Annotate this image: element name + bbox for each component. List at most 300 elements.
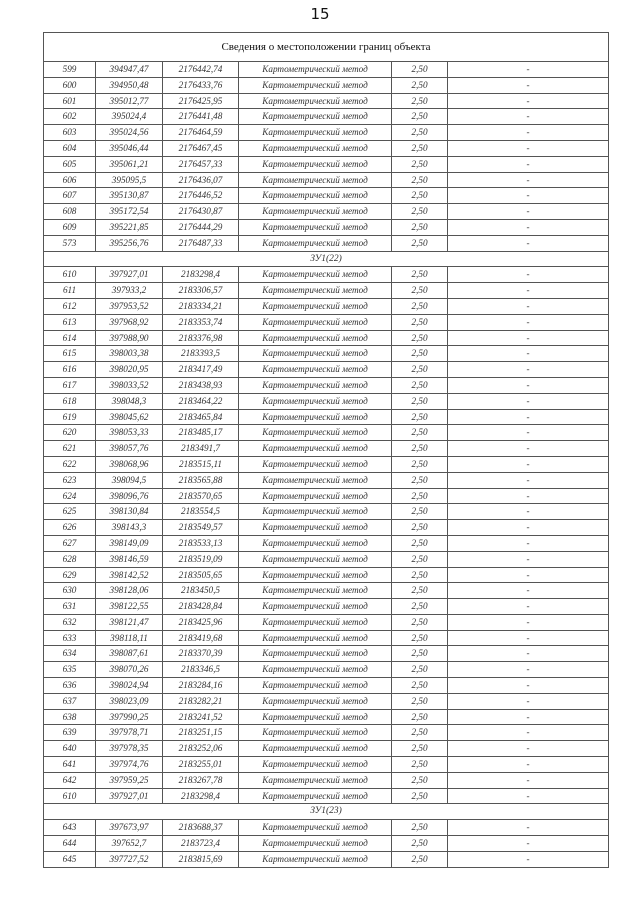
table-row <box>44 267 609 283</box>
x-coordinate-cell: 398023,09 <box>96 693 163 709</box>
accuracy-cell: 2,50 <box>392 472 448 488</box>
description-cell: - <box>448 757 609 773</box>
accuracy-cell: 2,50 <box>392 456 448 472</box>
description-cell: - <box>448 599 609 615</box>
point-number-cell: 644 <box>44 836 96 852</box>
y-coordinate-cell: 2183464,22 <box>163 393 239 409</box>
method-cell: Картометрический метод <box>239 757 392 773</box>
description-cell: - <box>448 520 609 536</box>
table-row <box>44 156 609 172</box>
point-number-cell: 623 <box>44 472 96 488</box>
method-cell: Картометрический метод <box>239 314 392 330</box>
table-body <box>44 33 609 868</box>
y-coordinate-cell: 2183306,57 <box>163 283 239 299</box>
method-cell: Картометрический метод <box>239 204 392 220</box>
x-coordinate-cell: 398045,62 <box>96 409 163 425</box>
section-label: ЗУ1(22) <box>44 251 609 267</box>
point-number-cell: 608 <box>44 204 96 220</box>
y-coordinate-cell: 2183376,98 <box>163 330 239 346</box>
description-cell: - <box>448 441 609 457</box>
accuracy-cell: 2,50 <box>392 851 448 867</box>
method-cell: Картометрический метод <box>239 77 392 93</box>
accuracy-cell: 2,50 <box>392 725 448 741</box>
method-cell: Картометрический метод <box>239 156 392 172</box>
point-number-cell: 618 <box>44 393 96 409</box>
accuracy-cell: 2,50 <box>392 362 448 378</box>
y-coordinate-cell: 2183549,57 <box>163 520 239 536</box>
point-number-cell: 612 <box>44 298 96 314</box>
y-coordinate-cell: 2183565,88 <box>163 472 239 488</box>
x-coordinate-cell: 397953,52 <box>96 298 163 314</box>
accuracy-cell: 2,50 <box>392 409 448 425</box>
y-coordinate-cell: 2183255,01 <box>163 757 239 773</box>
accuracy-cell: 2,50 <box>392 346 448 362</box>
y-coordinate-cell: 2183465,84 <box>163 409 239 425</box>
table-row <box>44 678 609 694</box>
point-number-cell: 626 <box>44 520 96 536</box>
point-number-cell: 622 <box>44 456 96 472</box>
accuracy-cell: 2,50 <box>392 330 448 346</box>
point-number-cell: 600 <box>44 77 96 93</box>
x-coordinate-cell: 394947,47 <box>96 62 163 78</box>
method-cell: Картометрический метод <box>239 520 392 536</box>
description-cell: - <box>448 409 609 425</box>
x-coordinate-cell: 398057,76 <box>96 441 163 457</box>
point-number-cell: 610 <box>44 267 96 283</box>
method-cell: Картометрический метод <box>239 772 392 788</box>
y-coordinate-cell: 2176444,29 <box>163 219 239 235</box>
x-coordinate-cell: 397968,92 <box>96 314 163 330</box>
accuracy-cell: 2,50 <box>392 567 448 583</box>
x-coordinate-cell: 398130,84 <box>96 504 163 520</box>
point-number-cell: 633 <box>44 630 96 646</box>
table-row <box>44 93 609 109</box>
table-row <box>44 488 609 504</box>
y-coordinate-cell: 2176446,52 <box>163 188 239 204</box>
accuracy-cell: 2,50 <box>392 204 448 220</box>
accuracy-cell: 2,50 <box>392 709 448 725</box>
y-coordinate-cell: 2183428,84 <box>163 599 239 615</box>
table-row <box>44 836 609 852</box>
x-coordinate-cell: 397978,71 <box>96 725 163 741</box>
table-row <box>44 456 609 472</box>
method-cell: Картометрический метод <box>239 409 392 425</box>
y-coordinate-cell: 2183485,17 <box>163 425 239 441</box>
description-cell: - <box>448 62 609 78</box>
method-cell: Картометрический метод <box>239 393 392 409</box>
method-cell: Картометрический метод <box>239 377 392 393</box>
description-cell: - <box>448 204 609 220</box>
description-cell: - <box>448 693 609 709</box>
table-row <box>44 551 609 567</box>
accuracy-cell: 2,50 <box>392 678 448 694</box>
description-cell: - <box>448 298 609 314</box>
description-cell: - <box>448 346 609 362</box>
x-coordinate-cell: 394950,48 <box>96 77 163 93</box>
method-cell: Картометрический метод <box>239 330 392 346</box>
description-cell: - <box>448 283 609 299</box>
description-cell: - <box>448 535 609 551</box>
accuracy-cell: 2,50 <box>392 741 448 757</box>
description-cell: - <box>448 630 609 646</box>
method-cell: Картометрический метод <box>239 693 392 709</box>
y-coordinate-cell: 2183346,5 <box>163 662 239 678</box>
y-coordinate-cell: 2183267,78 <box>163 772 239 788</box>
x-coordinate-cell: 398024,94 <box>96 678 163 694</box>
method-cell: Картометрический метод <box>239 93 392 109</box>
table-row <box>44 725 609 741</box>
y-coordinate-cell: 2183370,39 <box>163 646 239 662</box>
point-number-cell: 621 <box>44 441 96 457</box>
section-header-row <box>44 804 609 820</box>
table-row <box>44 630 609 646</box>
description-cell: - <box>448 267 609 283</box>
description-cell: - <box>448 362 609 378</box>
accuracy-cell: 2,50 <box>392 646 448 662</box>
table-row <box>44 188 609 204</box>
description-cell: - <box>448 551 609 567</box>
accuracy-cell: 2,50 <box>392 551 448 567</box>
description-cell: - <box>448 456 609 472</box>
y-coordinate-cell: 2176467,45 <box>163 140 239 156</box>
method-cell: Картометрический метод <box>239 456 392 472</box>
description-cell: - <box>448 678 609 694</box>
x-coordinate-cell: 397974,76 <box>96 757 163 773</box>
point-number-cell: 645 <box>44 851 96 867</box>
x-coordinate-cell: 398121,47 <box>96 614 163 630</box>
y-coordinate-cell: 2183334,21 <box>163 298 239 314</box>
point-number-cell: 605 <box>44 156 96 172</box>
description-cell: - <box>448 125 609 141</box>
point-number-cell: 610 <box>44 788 96 804</box>
table-row <box>44 409 609 425</box>
description-cell: - <box>448 583 609 599</box>
x-coordinate-cell: 398122,55 <box>96 599 163 615</box>
table-row <box>44 709 609 725</box>
table-row <box>44 772 609 788</box>
x-coordinate-cell: 397673,97 <box>96 820 163 836</box>
table-row <box>44 520 609 536</box>
x-coordinate-cell: 398053,33 <box>96 425 163 441</box>
method-cell: Картометрический метод <box>239 283 392 299</box>
point-number-cell: 614 <box>44 330 96 346</box>
x-coordinate-cell: 398128,06 <box>96 583 163 599</box>
point-number-cell: 616 <box>44 362 96 378</box>
x-coordinate-cell: 397927,01 <box>96 267 163 283</box>
accuracy-cell: 2,50 <box>392 630 448 646</box>
point-number-cell: 611 <box>44 283 96 299</box>
method-cell: Картометрический метод <box>239 267 392 283</box>
table-row <box>44 62 609 78</box>
y-coordinate-cell: 2183419,68 <box>163 630 239 646</box>
x-coordinate-cell: 397988,90 <box>96 330 163 346</box>
table-row <box>44 140 609 156</box>
table-row <box>44 472 609 488</box>
y-coordinate-cell: 2183298,4 <box>163 788 239 804</box>
accuracy-cell: 2,50 <box>392 125 448 141</box>
y-coordinate-cell: 2176441,48 <box>163 109 239 125</box>
accuracy-cell: 2,50 <box>392 267 448 283</box>
y-coordinate-cell: 2183519,09 <box>163 551 239 567</box>
table-row <box>44 346 609 362</box>
accuracy-cell: 2,50 <box>392 820 448 836</box>
method-cell: Картометрический метод <box>239 788 392 804</box>
description-cell: - <box>448 140 609 156</box>
point-number-cell: 638 <box>44 709 96 725</box>
point-number-cell: 627 <box>44 535 96 551</box>
method-cell: Картометрический метод <box>239 346 392 362</box>
point-number-cell: 631 <box>44 599 96 615</box>
table-row <box>44 77 609 93</box>
x-coordinate-cell: 398068,96 <box>96 456 163 472</box>
table-row <box>44 219 609 235</box>
x-coordinate-cell: 397990,25 <box>96 709 163 725</box>
x-coordinate-cell: 398096,76 <box>96 488 163 504</box>
accuracy-cell: 2,50 <box>392 93 448 109</box>
table-row <box>44 298 609 314</box>
y-coordinate-cell: 2183815,69 <box>163 851 239 867</box>
method-cell: Картометрический метод <box>239 725 392 741</box>
point-number-cell: 635 <box>44 662 96 678</box>
point-number-cell: 642 <box>44 772 96 788</box>
accuracy-cell: 2,50 <box>392 488 448 504</box>
method-cell: Картометрический метод <box>239 219 392 235</box>
y-coordinate-cell: 2183425,96 <box>163 614 239 630</box>
table-row <box>44 425 609 441</box>
method-cell: Картометрический метод <box>239 362 392 378</box>
x-coordinate-cell: 397927,01 <box>96 788 163 804</box>
point-number-cell: 639 <box>44 725 96 741</box>
table-row <box>44 693 609 709</box>
table-row <box>44 614 609 630</box>
section-label: ЗУ1(23) <box>44 804 609 820</box>
y-coordinate-cell: 2183252,06 <box>163 741 239 757</box>
point-number-cell: 609 <box>44 219 96 235</box>
method-cell: Картометрический метод <box>239 741 392 757</box>
x-coordinate-cell: 398142,52 <box>96 567 163 583</box>
y-coordinate-cell: 2183505,65 <box>163 567 239 583</box>
description-cell: - <box>448 235 609 251</box>
description-cell: - <box>448 377 609 393</box>
description-cell: - <box>448 725 609 741</box>
description-cell: - <box>448 851 609 867</box>
y-coordinate-cell: 2183284,16 <box>163 678 239 694</box>
table-row <box>44 125 609 141</box>
x-coordinate-cell: 398149,09 <box>96 535 163 551</box>
point-number-cell: 601 <box>44 93 96 109</box>
x-coordinate-cell: 395172,54 <box>96 204 163 220</box>
table-row <box>44 235 609 251</box>
x-coordinate-cell: 397652,7 <box>96 836 163 852</box>
table-row <box>44 788 609 804</box>
x-coordinate-cell: 395024,56 <box>96 125 163 141</box>
description-cell: - <box>448 93 609 109</box>
accuracy-cell: 2,50 <box>392 235 448 251</box>
point-number-cell: 607 <box>44 188 96 204</box>
accuracy-cell: 2,50 <box>392 441 448 457</box>
method-cell: Картометрический метод <box>239 583 392 599</box>
description-cell: - <box>448 156 609 172</box>
x-coordinate-cell: 395046,44 <box>96 140 163 156</box>
x-coordinate-cell: 398087,61 <box>96 646 163 662</box>
method-cell: Картометрический метод <box>239 836 392 852</box>
y-coordinate-cell: 2183298,4 <box>163 267 239 283</box>
accuracy-cell: 2,50 <box>392 583 448 599</box>
method-cell: Картометрический метод <box>239 851 392 867</box>
description-cell: - <box>448 646 609 662</box>
x-coordinate-cell: 398020,95 <box>96 362 163 378</box>
y-coordinate-cell: 2183723,4 <box>163 836 239 852</box>
point-number-cell: 573 <box>44 235 96 251</box>
table-row <box>44 314 609 330</box>
x-coordinate-cell: 397959,25 <box>96 772 163 788</box>
table-row <box>44 583 609 599</box>
method-cell: Картометрический метод <box>239 235 392 251</box>
table-row <box>44 646 609 662</box>
method-cell: Картометрический метод <box>239 125 392 141</box>
table-title: Сведения о местоположении границ объекта <box>44 33 609 62</box>
point-number-cell: 604 <box>44 140 96 156</box>
x-coordinate-cell: 398094,5 <box>96 472 163 488</box>
method-cell: Картометрический метод <box>239 678 392 694</box>
table-row <box>44 757 609 773</box>
accuracy-cell: 2,50 <box>392 693 448 709</box>
accuracy-cell: 2,50 <box>392 140 448 156</box>
accuracy-cell: 2,50 <box>392 520 448 536</box>
y-coordinate-cell: 2176464,59 <box>163 125 239 141</box>
table-row <box>44 820 609 836</box>
point-number-cell: 634 <box>44 646 96 662</box>
table-row <box>44 393 609 409</box>
table-row <box>44 851 609 867</box>
x-coordinate-cell: 395095,5 <box>96 172 163 188</box>
point-number-cell: 629 <box>44 567 96 583</box>
point-number-cell: 599 <box>44 62 96 78</box>
accuracy-cell: 2,50 <box>392 504 448 520</box>
table-row <box>44 504 609 520</box>
accuracy-cell: 2,50 <box>392 662 448 678</box>
description-cell: - <box>448 472 609 488</box>
description-cell: - <box>448 504 609 520</box>
y-coordinate-cell: 2183353,74 <box>163 314 239 330</box>
point-number-cell: 613 <box>44 314 96 330</box>
accuracy-cell: 2,50 <box>392 535 448 551</box>
accuracy-cell: 2,50 <box>392 614 448 630</box>
accuracy-cell: 2,50 <box>392 298 448 314</box>
x-coordinate-cell: 395221,85 <box>96 219 163 235</box>
point-number-cell: 619 <box>44 409 96 425</box>
method-cell: Картометрический метод <box>239 62 392 78</box>
point-number-cell: 615 <box>44 346 96 362</box>
table-row <box>44 535 609 551</box>
table-row <box>44 377 609 393</box>
x-coordinate-cell: 398033,52 <box>96 377 163 393</box>
point-number-cell: 630 <box>44 583 96 599</box>
y-coordinate-cell: 2183688,37 <box>163 820 239 836</box>
method-cell: Картометрический метод <box>239 567 392 583</box>
method-cell: Картометрический метод <box>239 298 392 314</box>
description-cell: - <box>448 219 609 235</box>
table-row <box>44 599 609 615</box>
x-coordinate-cell: 398070,26 <box>96 662 163 678</box>
x-coordinate-cell: 397727,52 <box>96 851 163 867</box>
method-cell: Картометрический метод <box>239 441 392 457</box>
x-coordinate-cell: 395024,4 <box>96 109 163 125</box>
accuracy-cell: 2,50 <box>392 172 448 188</box>
description-cell: - <box>448 488 609 504</box>
method-cell: Картометрический метод <box>239 535 392 551</box>
accuracy-cell: 2,50 <box>392 377 448 393</box>
point-number-cell: 606 <box>44 172 96 188</box>
point-number-cell: 636 <box>44 678 96 694</box>
table-row <box>44 441 609 457</box>
description-cell: - <box>448 772 609 788</box>
y-coordinate-cell: 2183554,5 <box>163 504 239 520</box>
point-number-cell: 603 <box>44 125 96 141</box>
accuracy-cell: 2,50 <box>392 283 448 299</box>
x-coordinate-cell: 397933,2 <box>96 283 163 299</box>
point-number-cell: 637 <box>44 693 96 709</box>
accuracy-cell: 2,50 <box>392 425 448 441</box>
description-cell: - <box>448 393 609 409</box>
method-cell: Картометрический метод <box>239 662 392 678</box>
y-coordinate-cell: 2183251,15 <box>163 725 239 741</box>
accuracy-cell: 2,50 <box>392 836 448 852</box>
point-number-cell: 602 <box>44 109 96 125</box>
accuracy-cell: 2,50 <box>392 109 448 125</box>
y-coordinate-cell: 2183241,52 <box>163 709 239 725</box>
method-cell: Картометрический метод <box>239 425 392 441</box>
table-row <box>44 109 609 125</box>
description-cell: - <box>448 662 609 678</box>
page-number: 15 <box>310 5 330 23</box>
method-cell: Картометрический метод <box>239 709 392 725</box>
point-number-cell: 641 <box>44 757 96 773</box>
method-cell: Картометрический метод <box>239 630 392 646</box>
x-coordinate-cell: 397978,35 <box>96 741 163 757</box>
point-number-cell: 640 <box>44 741 96 757</box>
method-cell: Картометрический метод <box>239 188 392 204</box>
accuracy-cell: 2,50 <box>392 599 448 615</box>
method-cell: Картометрический метод <box>239 646 392 662</box>
y-coordinate-cell: 2183438,93 <box>163 377 239 393</box>
method-cell: Картометрический метод <box>239 488 392 504</box>
point-number-cell: 625 <box>44 504 96 520</box>
method-cell: Картометрический метод <box>239 551 392 567</box>
point-number-cell: 628 <box>44 551 96 567</box>
method-cell: Картометрический метод <box>239 172 392 188</box>
y-coordinate-cell: 2183393,5 <box>163 346 239 362</box>
x-coordinate-cell: 395256,76 <box>96 235 163 251</box>
accuracy-cell: 2,50 <box>392 62 448 78</box>
section-header-row <box>44 251 609 267</box>
description-cell: - <box>448 188 609 204</box>
x-coordinate-cell: 398003,38 <box>96 346 163 362</box>
table-row <box>44 362 609 378</box>
description-cell: - <box>448 172 609 188</box>
table-row <box>44 204 609 220</box>
method-cell: Картометрический метод <box>239 140 392 156</box>
point-number-cell: 643 <box>44 820 96 836</box>
description-cell: - <box>448 614 609 630</box>
description-cell: - <box>448 820 609 836</box>
point-number-cell: 632 <box>44 614 96 630</box>
point-number-cell: 624 <box>44 488 96 504</box>
table-row <box>44 662 609 678</box>
table-row <box>44 567 609 583</box>
table-row <box>44 283 609 299</box>
accuracy-cell: 2,50 <box>392 772 448 788</box>
